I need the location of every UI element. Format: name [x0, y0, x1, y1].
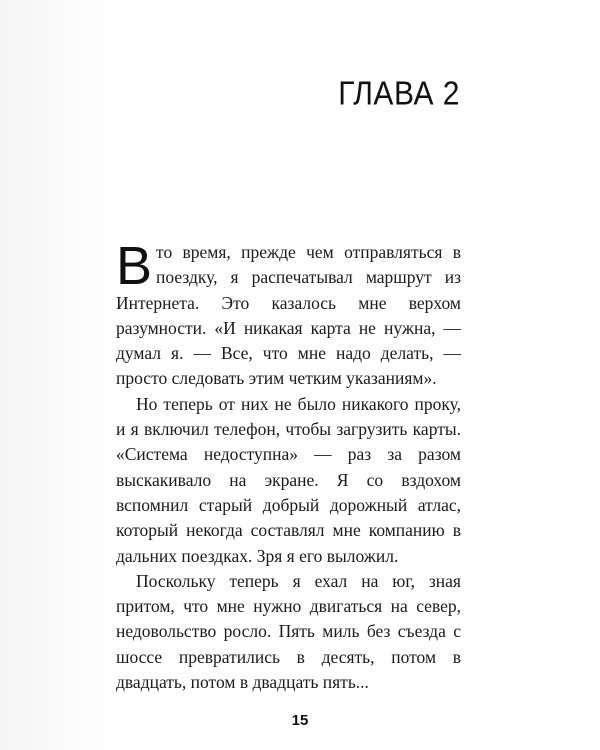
- drop-cap: В: [116, 236, 153, 296]
- paragraph-2: Но теперь от них не было никакого проку, и я включил телефон, чтобы загрузить карты. «Система недоступна» — раз за разом выскакивало на экране. Я со вздохом вспомнил старый добрый дорожный атлас, который некогда составлял мне компанию в дальних поездках. Зря я его выложил.: [116, 393, 461, 566]
- chapter-title: ГЛАВА 2: [338, 76, 460, 113]
- paragraph-1: [116, 236, 461, 392]
- paragraph-1-text: то время, прежде чем отправляться в поездку, я распечатывал маршрут из Интернета. Это казалось мне верхом разумности. «И никакая карта не нужна, — думал я. — Все, что мне надо делать, — просто следовать этим четким указаниям».: [116, 242, 461, 389]
- body-text: [116, 236, 461, 695]
- page-number: 15: [291, 712, 309, 729]
- page-gutter-shadow: [0, 0, 116, 750]
- paragraph-3: Поскольку теперь я ехал на юг, зная притом, что мне нужно двигаться на север, недовольство росло. Пять миль без съезда с шоссе превратились в десять, потом в двадцать, потом в двадцать пять...: [116, 570, 461, 693]
